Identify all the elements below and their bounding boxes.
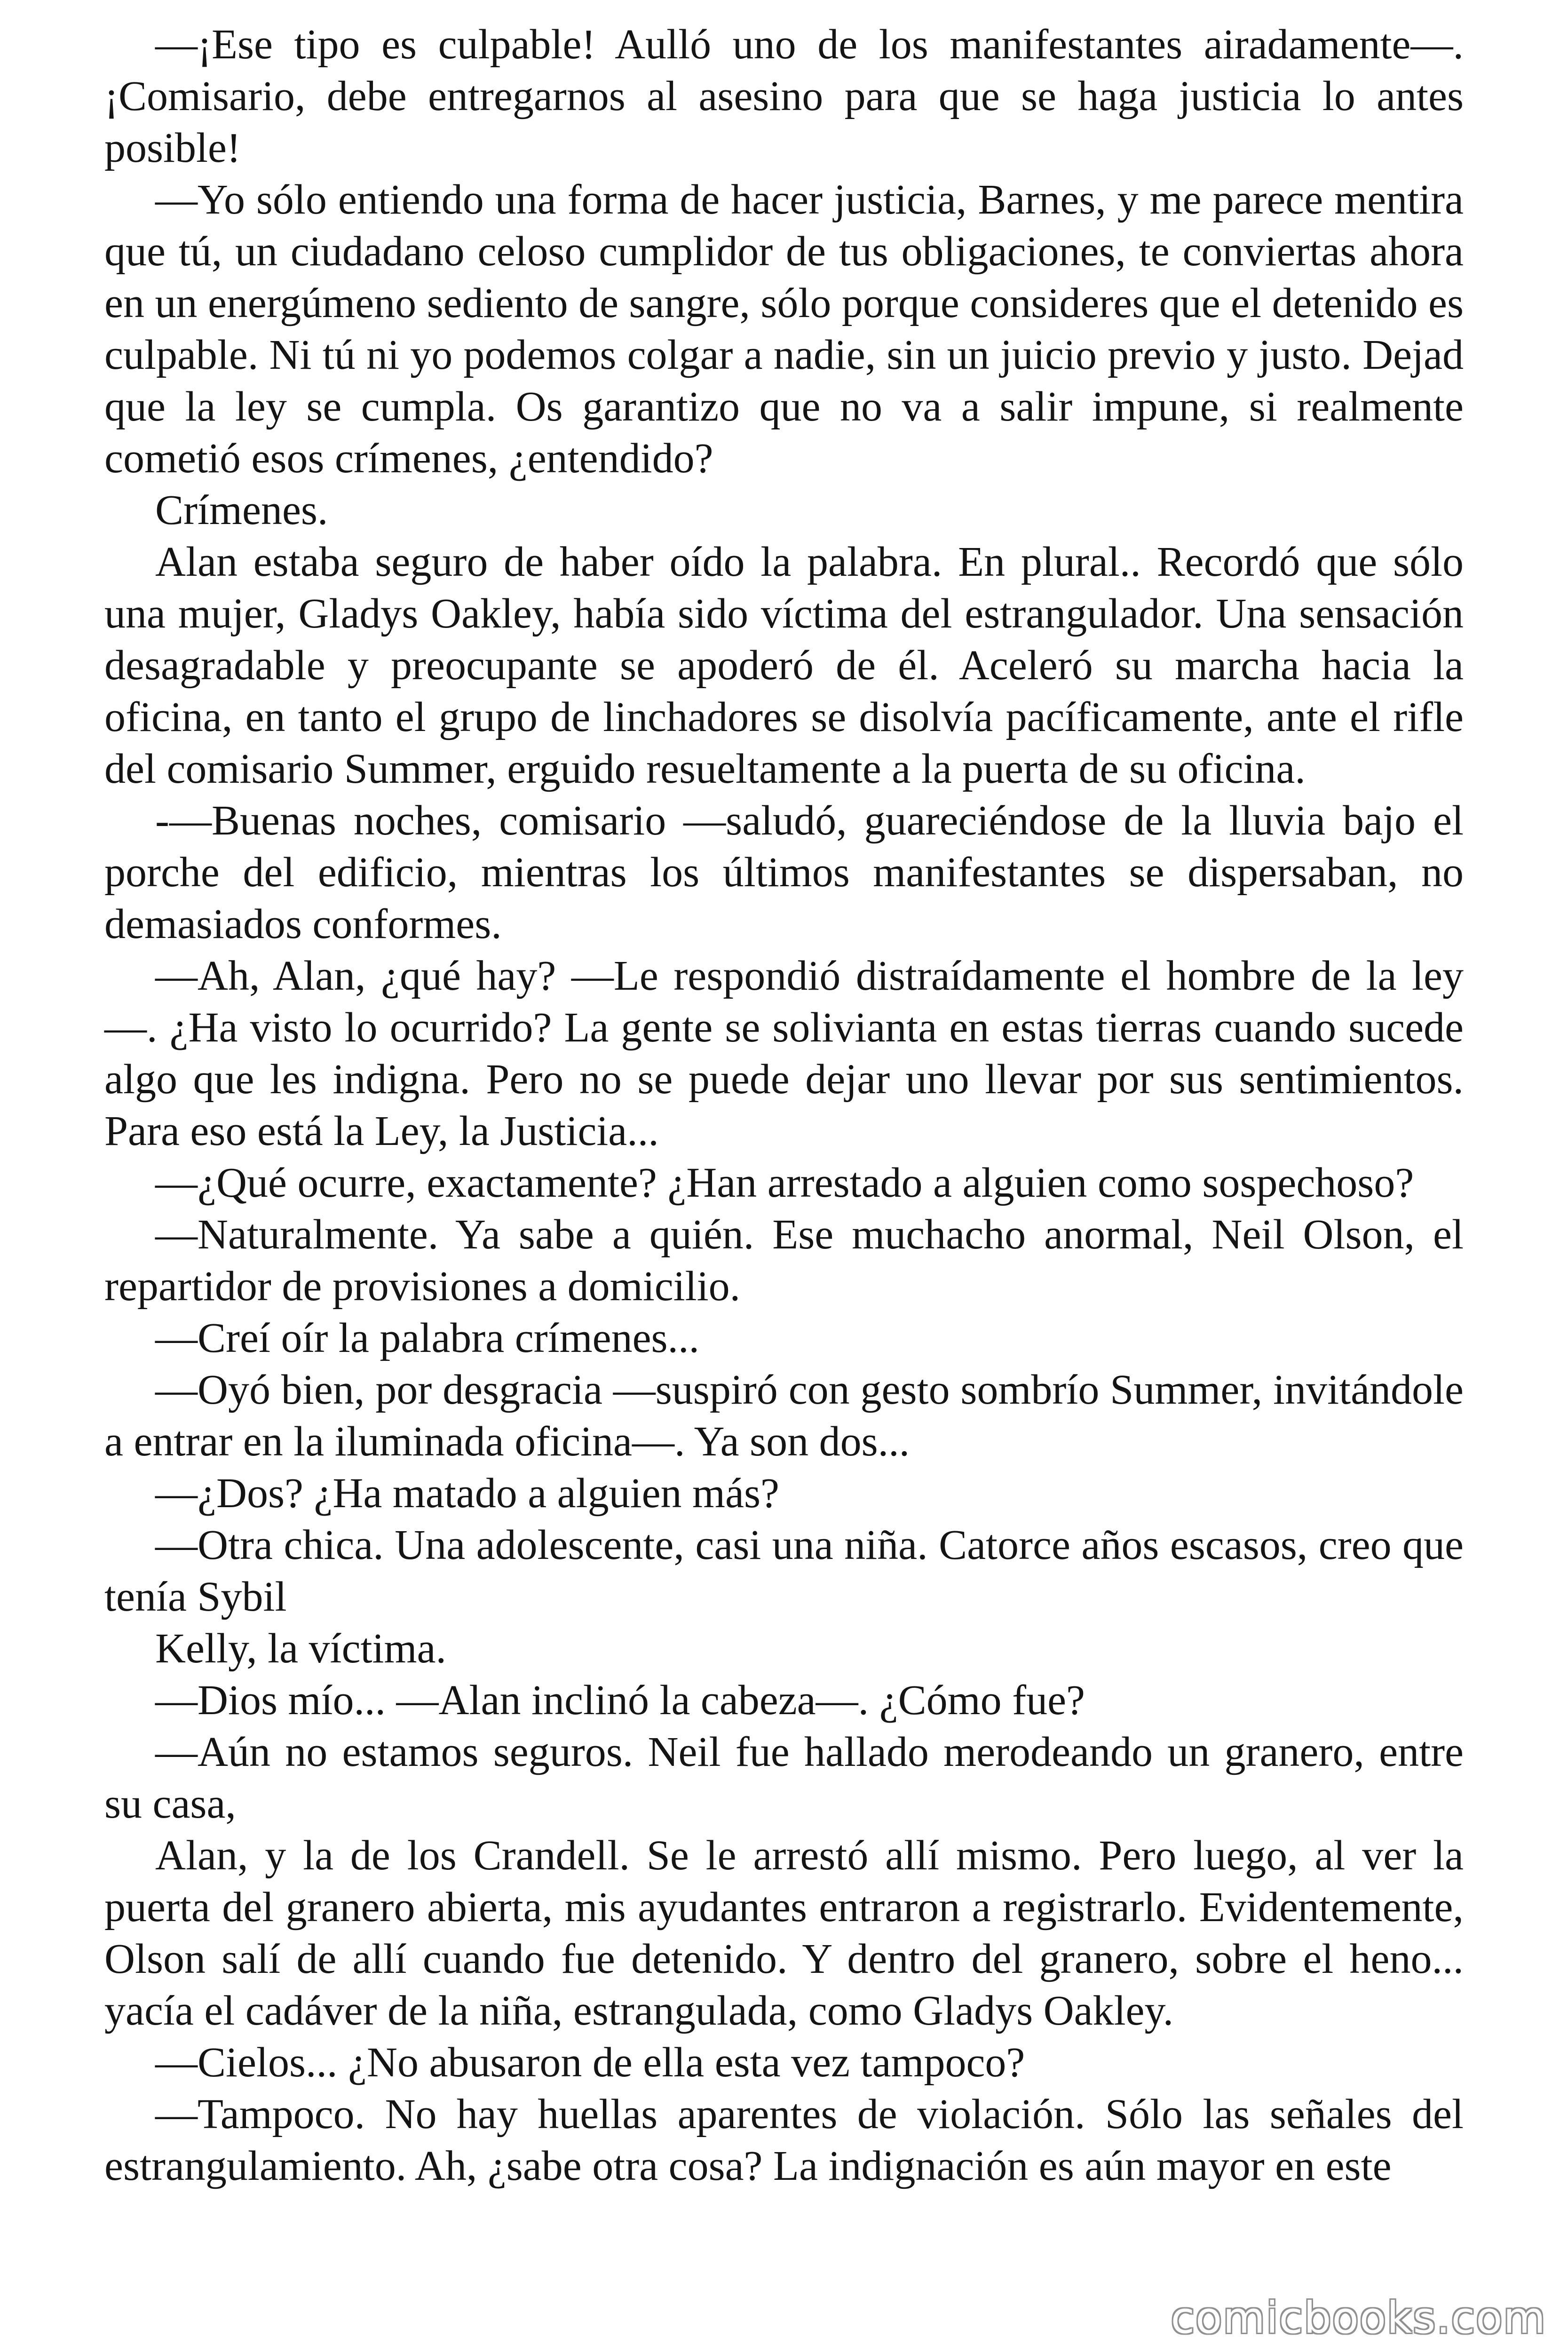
paragraph: Kelly, la víctima.: [155, 1625, 446, 1672]
paragraph: —¡Ese tipo es culpable! Aulló uno de los manifestantes airadamente—. ¡Comisario, debe entregarnos al asesino para que se haga justicia lo antes posible!: [104, 21, 1464, 171]
paragraph: —Aún no estamos seguros. Neil fue hallado merodeando un granero, entre su casa,: [104, 1729, 1464, 1827]
paragraph: -—Buenas noches, comisario —saludó, guareciéndose de la lluvia bajo el porche del edificio, mientras los últimos manifestantes se dispersaban, no demasiados conformes.: [104, 797, 1464, 947]
paragraph: —Creí oír la palabra crímenes...: [155, 1315, 700, 1361]
paragraph: Alan estaba seguro de haber oído la palabra. En plural.. Recordó que sólo una mujer, Gladys Oakley, había sido víctima del estrangulador. Una sensación desagradable y preocupante se apoderó de él. Aceleró su marcha hacia la oficina, en tanto el grupo de linchadores se disolvía pacíficamente, ante el rifle del comisario Summer, erguido resueltamente a la puerta de su oficina.: [104, 539, 1464, 792]
paragraph: Crímenes.: [155, 487, 328, 533]
paragraph: —Otra chica. Una adolescente, casi una niña. Catorce años escasos, creo que tenía Sybil: [104, 1522, 1464, 1620]
paragraph: —Ah, Alan, ¿qué hay? —Le respondió distraídamente el hombre de la ley —. ¿Ha visto lo ocurrido? La gente se solivianta en estas tierras cuando sucede algo que les indigna. Pero no se puede dejar uno llevar por sus sentimientos. Para eso está la Ley, la Justicia...: [104, 953, 1464, 1154]
paragraph: —¿Qué ocurre, exactamente? ¿Han arrestado a alguien como sospechoso?: [155, 1160, 1414, 1206]
paragraph: —Naturalmente. Ya sabe a quién. Ese muchacho anormal, Neil Olson, el repartidor de provisiones a domicilio.: [104, 1211, 1464, 1310]
paragraph: —Cielos... ¿No abusaron de ella esta vez tampoco?: [155, 2039, 1025, 2086]
paragraph: —Tampoco. No hay huellas aparentes de violación. Sólo las señales del estrangulamiento. Ah, ¿sabe otra cosa? La indignación es aún mayor en este: [104, 2091, 1464, 2189]
paragraph: —¿Dos? ¿Ha matado a alguien más?: [155, 1470, 779, 1517]
paragraph: —Yo sólo entiendo una forma de hacer justicia, Barnes, y me parece mentira que tú, un ciudadano celoso cumplidor de tus obligaciones, te conviertas ahora en un energúmeno sediento de sangre, sólo porque consideres que el detenido es culpable. Ni tú ni yo podemos colgar a nadie, sin un juicio previo y justo. Dejad que la ley se cumpla. Os garantizo que no va a salir impune, si realmente cometió esos crímenes, ¿entendido?: [104, 176, 1464, 482]
paragraph: —Oyó bien, por desgracia —suspiró con gesto sombrío Summer, invitándole a entrar en la iluminada oficina—. Ya son dos...: [104, 1367, 1464, 1465]
watermark: comicbooks.com: [1171, 2293, 1546, 2343]
book-page: [104, 19, 1464, 2192]
paragraph: —Dios mío... —Alan inclinó la cabeza—. ¿Cómo fue?: [155, 1677, 1085, 1724]
paragraph: Alan, y la de los Crandell. Se le arrestó allí mismo. Pero luego, al ver la puerta del granero abierta, mis ayudantes entraron a registrarlo. Evidentemente, Olson salí de allí cuando fue detenido. Y dentro del granero, sobre el heno... yacía el cadáver de la niña, estrangulada, como Gladys Oakley.: [104, 1832, 1464, 2034]
